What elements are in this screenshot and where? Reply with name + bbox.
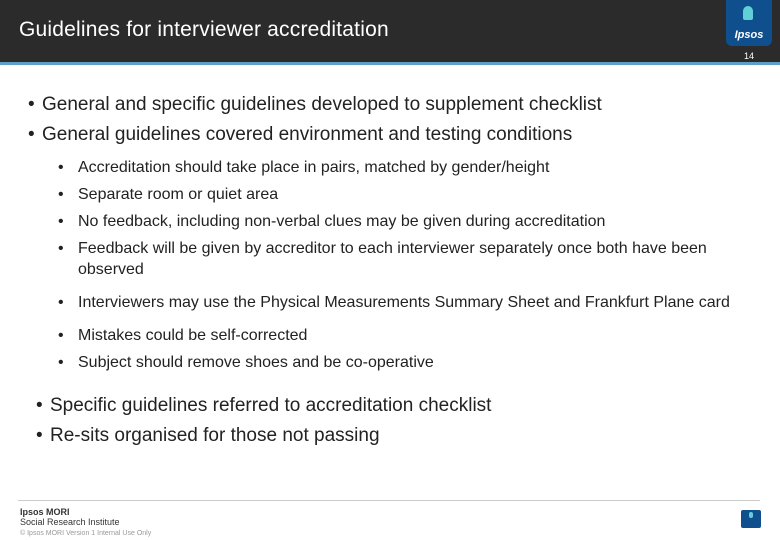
logo-word: Ipsos	[734, 29, 764, 41]
list-item: • No feedback, including non-verbal clues may be given during accreditation	[58, 213, 606, 230]
bullet-icon: •	[58, 354, 64, 371]
list-item: • Specific guidelines referred to accreditation checklist	[36, 395, 492, 416]
bullet-icon: •	[58, 240, 64, 257]
bullet-icon: •	[58, 213, 64, 230]
sub-bullet-list	[58, 157, 758, 379]
header-divider	[0, 62, 780, 65]
bullet-icon: •	[58, 159, 64, 176]
page-number: 14	[744, 51, 755, 61]
list-item: • Mistakes could be self-corrected	[58, 327, 308, 344]
bullet-icon: •	[58, 186, 64, 203]
bottom-bullet-list	[36, 395, 491, 455]
footer-brand	[20, 507, 120, 527]
bullet-icon: •	[36, 425, 43, 446]
bullet-icon: •	[28, 124, 35, 145]
footer-divider	[18, 500, 760, 501]
copyright-notice: © Ipsos MORI Version 1 Internal Use Only	[20, 530, 152, 537]
bullet-icon: •	[58, 327, 64, 344]
bullet-icon: •	[36, 395, 43, 416]
slide-header	[0, 0, 780, 62]
brand-name: Ipsos MORI	[20, 507, 70, 517]
list-item: • Separate room or quiet area	[58, 186, 279, 203]
brand-subtitle: Social Research Institute	[20, 517, 120, 527]
bullet-icon: •	[58, 294, 64, 311]
top-bullet-list	[28, 94, 602, 154]
list-item: • Accreditation should take place in pairs, matched by gender/height	[58, 159, 550, 176]
list-item: • Re-sits organised for those not passing	[36, 425, 380, 446]
logo-mark-icon	[743, 6, 753, 20]
list-item: • General and specific guidelines developed to supplement checklist	[28, 94, 602, 115]
list-item: • Interviewers may use the Physical Measurements Summary Sheet and Frankfurt Plane card	[58, 294, 730, 311]
ipsos-logo	[726, 0, 772, 46]
list-item: • Feedback will be given by accreditor to each interviewer separately once both have been observed	[58, 240, 707, 278]
list-item: • General guidelines covered environment and testing conditions	[28, 124, 573, 145]
bullet-icon: •	[28, 94, 35, 115]
list-item: • Subject should remove shoes and be co-operative	[58, 354, 434, 371]
slide-title: Guidelines for interviewer accreditation	[19, 18, 389, 41]
footer-logo-icon	[741, 510, 761, 528]
